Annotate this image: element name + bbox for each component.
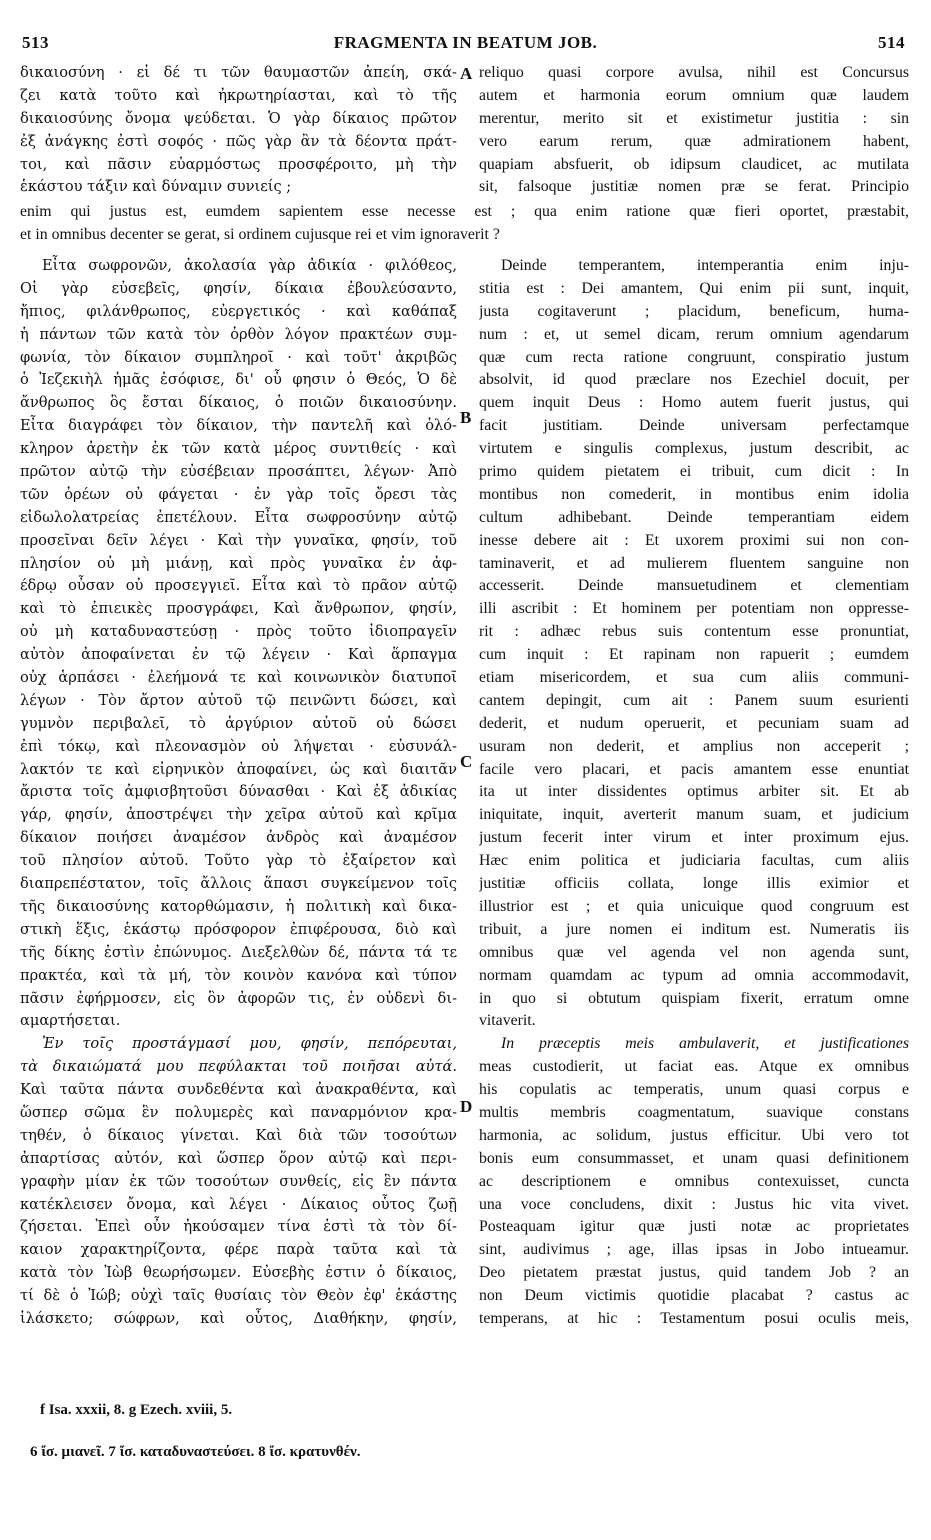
text-line: ἱλάσκετο; σώφρων, καὶ οὗτος, Διαθήκην, φησίν, (20, 1309, 457, 1327)
text-line: διαπρεπέστατον, τοῖς ἄλλοις ἅπασι συγκείμενον τοῖς (20, 875, 457, 893)
text-line: montibus non comederit, in montibus enim idolia (479, 485, 909, 503)
page-number-right: 514 (878, 33, 905, 52)
text-line: ἐπὶ τόκῳ, καὶ πλεονασμὸν οὐ λήψεται · εὐσυνάλ- (20, 737, 457, 755)
text-line: Posteaquam igitur quæ justi notæ ac proprietates (479, 1218, 909, 1236)
text-line: bonis eum consummasset, et unam quasi definitionem (479, 1149, 909, 1167)
margin-marker-b: B (460, 408, 472, 427)
text-line: δικαιοσύνη · εἰ δέ τι τῶν θαυμαστῶν ἀπείη, σκά- (20, 64, 457, 81)
text-line: etiam misericordem, et sua cum aliis communi- (479, 669, 909, 687)
text-line: τῆς δικαιοσύνης κατορθώμασιν, ἡ πολιτικὴ καὶ δικα- (20, 897, 457, 915)
text-line: una voce concludens, dixit : Justus hic vita vivet. (479, 1195, 909, 1213)
greek-footnotes: 6 ἴσ. μιανεῖ. 7 ἴσ. καταδυναστεύσει. 8 ἴσ. κρατυνθέν. (30, 1444, 361, 1460)
text-line: τηθέν, ὁ δίκαιος γίνεται. Καὶ διὰ τῶν τοσούτων (20, 1126, 457, 1144)
text-line: Ἐν τοῖς προστάγμασί μου, φησίν, πεπόρευται, (42, 1035, 457, 1053)
text-line: merentur, merito sit et existimetur justitia : sin (479, 109, 909, 127)
text-line: omnibus quæ vel agenda vel non agenda sunt, (479, 943, 909, 961)
text-line: justum fecerit inter virum et inter proximum ejus. (479, 829, 909, 847)
text-line: num : et, ut semel dicam, rerum omnium agendarum (479, 325, 909, 343)
text-line: sint, audivimus ; age, illas ipsas in Jobo intueamur. (479, 1241, 909, 1259)
margin-marker-d: D (460, 1097, 473, 1116)
text-line: ἡ πάντων τῶν κατὰ τὸν ὀρθὸν λόγον πρακτέων συμ- (20, 325, 457, 343)
margin-marker-c: C (460, 752, 473, 771)
text-line: ὥσπερ σῶμα ἓν πολυμερὲς καὶ παναρμόνιον κρα- (20, 1103, 457, 1121)
text-line: normam quamdam ac typum ad omnia accommodavit, (479, 966, 909, 984)
text-line: αὐτὸν ἀποφαίνεται ἐν τῷ λέγειν · Καὶ ἅρπαγμα (20, 646, 457, 664)
text-line: Καὶ ταῦτα πάντα συνδεθέντα καὶ ἀνακραθέντα, καὶ (20, 1081, 457, 1099)
text-line: έδρῳ οὖσαν οὐ προσεγγιεῖ. Εἶτα καὶ τὸ πρᾶον αὐτῷ (20, 577, 457, 595)
text-line: his copulatis ac temperatis, unum quasi corpus e (479, 1081, 909, 1099)
text-line: ita ut inter dissidentes optimus arbiter sit. Et ab (479, 783, 909, 801)
margin-marker-a: A (460, 64, 473, 83)
text-line: iniquitate, inquit, averterit manum suam, et judicium (479, 806, 909, 824)
text-line: φωνία, τὸν δίκαιον συμπληροῖ · καὶ τοῦτ' ἀκριβῶς (20, 348, 457, 366)
text-line: quapiam absfuerit, ob idipsum claudicet, ac mutilata (479, 155, 909, 173)
text-line: sit, falsoque justitiæ nomen præ se ferat. Principio (479, 178, 909, 196)
text-line: τῶν ὀρέων οὐ φάγεται · ἐν γὰρ τοῖς ὄρεσι τὰς (20, 485, 457, 503)
text-line: γάρ, φησίν, ἀποστρέψει τὴν χεῖρα αὐτοῦ καὶ κρῖμα (20, 806, 457, 824)
text-line: καιον χαρακτηρίζοντα, φέρε παρὰ ταῦτα καὶ τὰ (20, 1241, 457, 1259)
text-line: et in omnibus decenter se gerat, si ordinem cujusque rei et vim ignoraverit ? (20, 225, 500, 243)
text-line: inesse debere ait : Et uxorem proximi sui non con- (479, 531, 909, 549)
latin-column-top (479, 62, 909, 199)
text-line: δικαιοσύνης ὄνομα ψεύδεται. Ὁ γὰρ δίκαιος πρῶτον (20, 109, 457, 127)
page-number-left: 513 (22, 33, 49, 52)
text-line: καὶ τὸ ἐπιεικὲς προσγράφει, Καὶ ἄνθρωπον, φησίν, (20, 600, 457, 618)
spanning-latin-text (20, 201, 909, 247)
text-line: οὐ μὴ καταδυναστεύσῃ · πρὸς τοῦτο ἰδιοπραγεῖν (20, 623, 457, 641)
text-line: προσεῖναι δεῖν λέγει · Καὶ τὴν γυναῖκα, φησίν, τοῦ (20, 531, 457, 549)
text-line: πλησίον οὐ μὴ μιάνῃ, καὶ πρὸς γυναῖκα ἐν ἀφ- (20, 554, 457, 572)
text-line: justitiæ officiis collata, longe illis eximior et (479, 875, 909, 893)
greek-column-top (20, 62, 457, 199)
text-line: Εἶτα σωφρονῶν, ἀκολασία γὰρ ἀδικία · φιλόθεος, (42, 257, 457, 274)
text-line: ἐξ ἀνάγκης ἐστὶ σοφός · πῶς γὰρ ἂν τὰ δέοντα πράτ- (20, 132, 457, 150)
text-line: ἄνθρωπος ὃς ἔσται δίκαιος, ὁ ποιῶν δικαιοσύνην. (20, 394, 457, 412)
latin-footnotes: f Isa. xxxii, 8. g Ezech. xviii, 5. (40, 1402, 233, 1418)
text-line: πρῶτον αὐτῷ τὴν εὐσέβειαν προσάπτει, λέγων· Ἀπὸ (20, 463, 457, 481)
text-line: Deo pietatem præstat justus, quid tandem Job ? an (479, 1264, 909, 1282)
text-line: ἄριστα τοῖς ἀμφισβητοῦσι δύνασθαι · Καὶ ἐξ ἀδικίας (20, 783, 457, 801)
text-line: harmonia, ac solidum, justus efficitur. Ubi vero tot (479, 1126, 909, 1144)
text-line: ὁ Ἰεζεκιὴλ ἡμᾶς ἐσόφισε, δι' οὗ φησιν ὁ Θεός, Ὁ δὲ (20, 371, 457, 389)
text-line: non Deum victimis quotidie placabat ? castus ac (479, 1287, 909, 1305)
text-line: τοι, καὶ πᾶσιν εὐαρμόστως προσφέροιτο, μὴ τὴν (20, 155, 457, 173)
text-line: λέγων · Τὸν ἄρτον αὐτοῦ τῷ πεινῶντι δώσει, καὶ (20, 691, 457, 709)
text-line: δίκαιον ποιήσει ἀναμέσον ἀνδρὸς καὶ ἀναμέσον (20, 829, 457, 847)
text-line: αμαρτήσεται. (20, 1012, 121, 1030)
text-line: τοῦ πλησίον αὐτοῦ. Τοῦτο γὰρ τὸ ἐξαίρετον καὶ (20, 852, 457, 870)
text-line: τί δὲ ὁ Ἰώβ; οὐχὶ ταῖς θυσίαις τὸν Θεὸν ἐφ' ἑκάστης (20, 1287, 457, 1305)
text-line: στικὴ ἕξις, ἑκάστῳ πρόσφορον ἐπιφέρουσα, διὸ καὶ (20, 920, 457, 938)
text-line: accesserit. Deinde mansuetudinem et clementiam (479, 577, 909, 595)
text-line: κατέκλεισεν ὄνομα, καὶ λέγει · Δίκαιος οὗτος ζωῇ (20, 1195, 457, 1213)
text-line: virtutem e singulis complexus, justum describit, ac (479, 440, 909, 458)
text-line: τῆς δίκης ἐστὶν ἐπώνυμος. Διεξελθὼν δέ, πάντα τά τε (20, 943, 457, 961)
text-line: In præceptis meis ambulaverit, et justificationes (501, 1035, 909, 1053)
text-line: usuram non dederit, et amplius non acceperit ; (479, 737, 909, 755)
text-line: facile vero placari, et pacis amantem esse enuntiat (479, 760, 909, 778)
text-line: πρακτέα, καὶ τὰ μή, τὸν κοινὸν κανόνα καὶ τύπον (20, 966, 457, 984)
text-line: temperans, at hic : Testamentum posui oculis meis, (479, 1309, 909, 1327)
text-line: rit : adhæc rebus suis contentum esse pronuntiat, (479, 623, 909, 641)
text-line: justa cogitaverunt ; placidum, beneficum, huma- (479, 302, 909, 320)
text-line: ζήσεται. Ἐπεὶ οὖν ἠκούσαμεν τίνα ἐστὶ τὰ τὸν δί- (20, 1218, 457, 1236)
text-line: εἰδωλολατρείας ἐπετέλουν. Εἶτα σωφροσύνην αὐτῷ (20, 508, 457, 526)
text-line: γραφὴν μίαν ἐκ τῶν τοσούτων συνθείς, εἰς ἓν πάντα (20, 1172, 457, 1190)
text-line: cum inquit : Et rapinam non rapuerit ; eumdem (479, 646, 909, 664)
running-title: FRAGMENTA IN BEATUM JOB. (333, 33, 598, 52)
text-line: enim qui justus est, eumdem sapientem esse necesse est ; qua enim ratione quæ fieri oportet, præstabit, (20, 203, 909, 220)
text-line: primo quidem pietatem ei tribuit, cum dicit : In (479, 463, 909, 481)
text-line: οὐχ ἁρπάσει · ἐλεήμονά τε καὶ κοινωνικὸν διατυποῖ (20, 669, 457, 687)
text-line: γυμνὸν περιβαλεῖ, τὸ ἀργύριον αὐτοῦ οὐ δώσει (20, 714, 457, 732)
text-line: vitaverit. (479, 1012, 536, 1030)
text-line: illustrior est ; et quia unicuique quod congruum est (479, 897, 909, 915)
text-line: in quo si obtutum quispiam fixerit, erratum omne (479, 989, 909, 1007)
greek-column-body (20, 255, 457, 1331)
text-line: cantem depingit, cum ait : Panem suum esurienti (479, 691, 909, 709)
latin-column-body (479, 255, 909, 1331)
text-line: quæ cum recta ratione congruunt, conspiratio justum (479, 348, 909, 366)
text-line: λακτόν τε καὶ εἰρηνικὸν ἀποφαίνει, ὡς καὶ διαιτᾶν (20, 760, 457, 778)
text-line: ζει κατὰ τοῦτο καὶ ἠκρωτηρίασται, καὶ τὸ τῆς (20, 86, 457, 104)
text-line: dederit, et nudum operuerit, et pecuniam suam ad (479, 714, 909, 732)
text-line: πᾶσιν ἐφήρμοσεν, εἰς ὃν ἀφορῶν τις, ἐν οὐδενὶ δι- (20, 989, 457, 1007)
text-line: quem inquit Deus : Homo autem fuerit justus, qui (479, 394, 909, 412)
text-line: tribuit, a jure nomen ei inditum est. Numeratis iis (479, 920, 909, 938)
text-line: Deinde temperantem, intemperantia enim inju- (501, 257, 909, 274)
text-line: Οἱ γὰρ εὐσεβεῖς, φησίν, δίκαια ἐβουλεύσαντο, (20, 279, 457, 297)
text-line: κληρον ἀρετὴν ἐκ τῶν κατὰ μέρος συντιθείς · καὶ (20, 440, 457, 458)
text-line: stitia est : Dei amantem, Qui enim pii sunt, inquit, (479, 279, 909, 297)
text-line: taminaverit, et ad mulierem fluentem sanguine non (479, 554, 909, 572)
text-line: ἑκάστου τάξιν καὶ δύναμιν συνιείς ; (20, 178, 292, 196)
text-line: absolvit, id quod præclare nos Ezechiel docuit, per (479, 371, 909, 389)
text-line: vero earum rerum, quæ admirationem habent, (479, 132, 909, 150)
text-line: Εἶτα διαγράφει τὸν δίκαιον, τὴν παντελῆ καὶ ὁλό- (20, 417, 457, 435)
text-line: meas custodierit, ut faciat eas. Atque ex omnibus (479, 1058, 909, 1076)
text-line: τὰ δικαιώματά μου πεφύλακται τοῦ ποιῆσαι αὐτά. (20, 1058, 457, 1076)
text-line: ἤπιος, φιλάνθρωπος, εὐεργετικός · καὶ καθάπαξ (20, 302, 457, 320)
text-line: reliquo quasi corpore avulsa, nihil est Concursus (479, 64, 909, 81)
text-line: Hæc enim politica et judiciaria facultas, cum aliis (479, 852, 909, 870)
text-line: multis membris coagmentatum, suavique constans (479, 1103, 909, 1121)
text-line: cultum adhibebant. Deinde temperantiam eidem (479, 508, 909, 526)
text-line: autem et harmonia eorum omnium quæ laudem (479, 86, 909, 104)
text-line: ἀπαρτίσας αὐτόν, καὶ ὥσπερ ὅρον αὐτῷ καὶ περι- (20, 1149, 457, 1167)
text-line: illi ascribit : Et hominem per potentiam non oppresse- (479, 600, 909, 618)
text-line: ac descriptionem e omnibus contexuisset, cuncta (479, 1172, 909, 1190)
text-line: κατὰ τὸν Ἰὼβ θεωρήσωμεν. Εὐσεβὴς ἐστιν ὁ δίκαιος, (20, 1264, 457, 1282)
text-line: facit justitiam. Deinde universam perfectamque (479, 417, 909, 435)
